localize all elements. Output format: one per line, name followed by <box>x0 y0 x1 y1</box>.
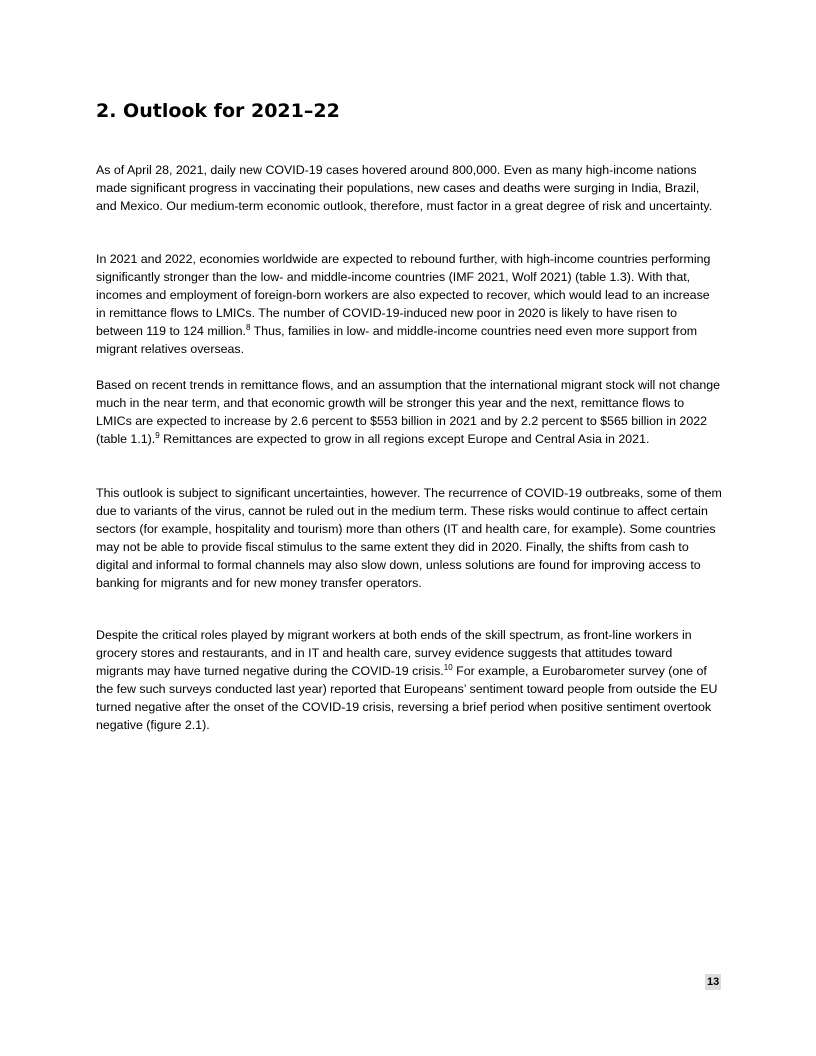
paragraph-text: Despite the critical roles played by migrant workers at both ends of the skill spectrum, as front-line workers in grocery stores and restaurants, and in IT and health care, survey evidence suggests that attitudes toward migrants may have turned negative during the COVID-19 crisis. <box>96 628 692 678</box>
paragraph-covid-cases <box>96 161 722 215</box>
paragraph-text: Based on recent trends in remittance flows, and an assumption that the international migrant stock will not change much in the near term, and that economic growth will be stronger this year and the next, remittance flows to LMICs are expected to increase by 2.6 percent to $553 billion in 2021 and by 2.2 percent to $565 billion in 2022 (table 1.1). <box>96 378 721 446</box>
paragraph-economic-rebound <box>96 250 722 358</box>
section-heading: 2. Outlook for 2021–22 <box>96 100 340 122</box>
paragraph-text: As of April 28, 2021, daily new COVID-19 cases hovered around 800,000. Even as many high-income nations made significant progress in vaccinating their populations, new cases and deaths were surging in India, Brazil, and Mexico. Our medium-term economic outlook, therefore, must factor in a great degree of risk and uncertainty. <box>96 163 713 213</box>
paragraph-text: For example, a Eurobarometer survey (one of the few such surveys conducted last year) reported that Europeans’ sentiment toward people from outside the EU turned negative after the onset of the COVID-19 crisis, reversing a brief period when positive sentiment overtook negative (figure 2.1). <box>96 664 718 732</box>
paragraph-text: Thus, families in low- and middle-income countries need even more support from migrant relatives overseas. <box>96 324 698 356</box>
paragraph-text: This outlook is subject to significant uncertainties, however. The recurrence of COVID-19 outbreaks, some of them due to variants of the virus, cannot be ruled out in the medium term. These risks would continue to affect certain sectors (for example, hospitality and tourism) more than others (IT and health care, for example). Some countries may not be able to provide fiscal stimulus to the same extent they did in 2020. Finally, the shifts from cash to digital and informal to formal channels may also slow down, unless solutions are found for improving access to banking for migrants and for new money transfer operators. <box>96 486 722 590</box>
paragraph-remittance-forecast <box>96 376 722 448</box>
paragraph-text: In 2021 and 2022, economies worldwide are expected to rebound further, with high-income countries performing significantly stronger than the low- and middle-income countries (IMF 2021, Wolf 2021) (table 1.3). With that, incomes and employment of foreign-born workers are also expected to recover, which would lead to an increase in remittance flows to LMICs. The number of COVID-19-induced new poor in 2020 is likely to have risen to between 119 to 124 million. <box>96 252 711 338</box>
footnote-ref[interactable]: 9 <box>155 430 160 440</box>
paragraph-uncertainties <box>96 484 722 592</box>
footnote-ref[interactable]: 10 <box>443 662 453 672</box>
paragraph-text: Remittances are expected to grow in all regions except Europe and Central Asia in 2021. <box>159 432 650 446</box>
paragraph-migrant-attitudes <box>96 626 722 734</box>
page-number: 13 <box>707 976 720 988</box>
footnote-ref[interactable]: 8 <box>245 322 251 332</box>
